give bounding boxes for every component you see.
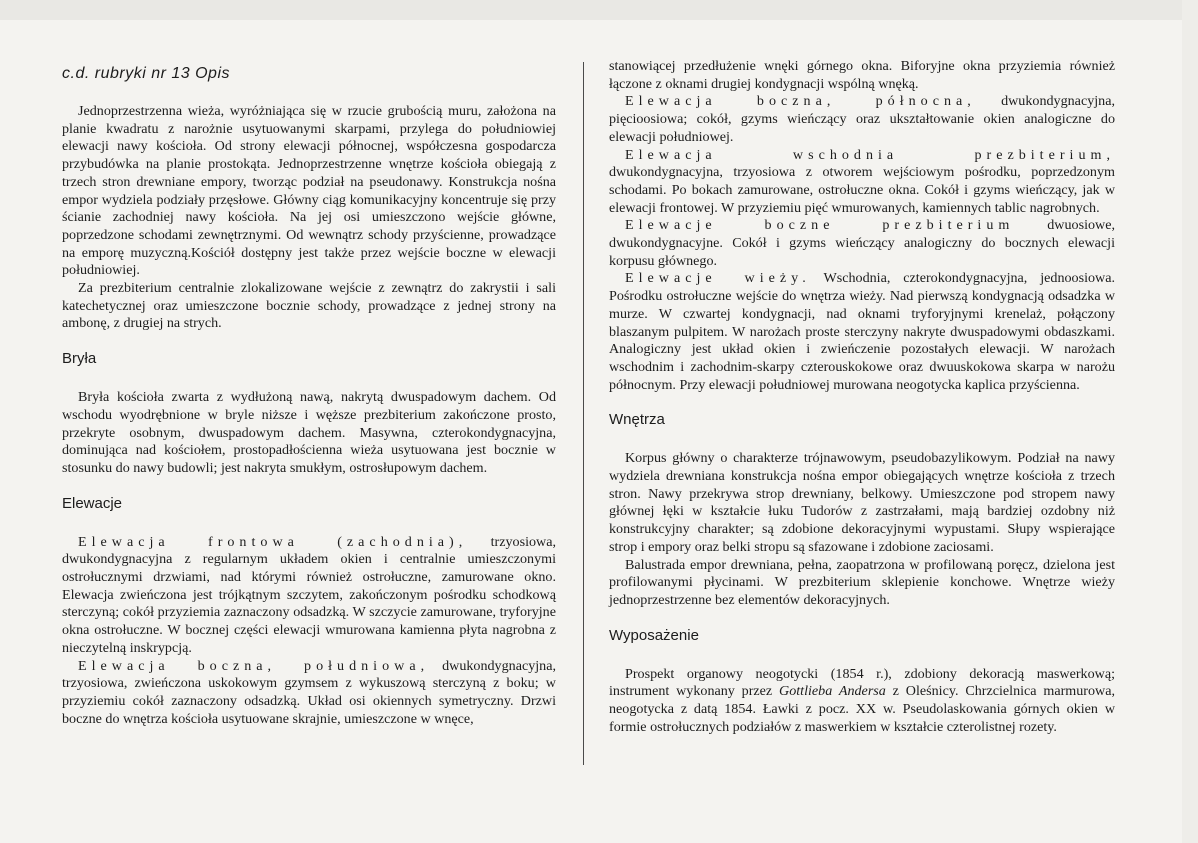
spaced-term: Elewacja boczna, północna, — [625, 93, 976, 110]
page-header: c.d. rubryki nr 13 Opis — [62, 65, 230, 82]
column-divider — [583, 62, 584, 765]
paragraph: Bryła kościoła zwarta z wydłużoną nawą, nakrytą dwuspadowym dachem. Od wschodu wyodrębnione w bryle niższe i węższe prezbiterium zakończone prosto, przekryte osobnym, dwuspadowym dachem. Masywna, czterokondygnacyjna, dominująca nad kościołem, prostopadłościenna wieża usytuowana jest bocznie w stosunku do nawy budowli; jest nakryta smukłym, ostrosłupowym dachem. — [62, 389, 556, 476]
spaced-term: Elewacja wschodnia prezbiterium, — [625, 146, 1115, 163]
spaced-term: Elewacja frontowa (zachodnia), — [78, 533, 468, 550]
paragraph: Prospekt organowy neogotycki (1854 r.), zdobiony dekoracją maswerkową; instrument wykonany przez Gottlieba Andersa z Oleśnicy. Chrzcielnica marmurowa, neogotycka z datą 1854. Ławki z pocz. XX w. Pseudolaskowania górnych okien w formie ostrołucznych podziałów z maswerkiem w kształcie czterolistnej rozety. — [609, 665, 1116, 735]
spaced-term: Elewacje wieży. — [625, 270, 811, 287]
paragraph: Elewacja boczna, północna, dwukondygnacyjna, pięcioosiowa; cokół, gzyms wieńczący oraz ukształtowanie okien analogiczne do elewacji południowej. — [609, 93, 1115, 145]
scan-top-band — [0, 0, 1198, 20]
left-column — [62, 58, 556, 728]
spaced-term: Elewacje boczne prezbiterium — [625, 217, 1015, 234]
right-column — [609, 58, 1115, 737]
maker-name: Gottlieba Andersa — [779, 683, 886, 700]
section-heading-wnetrza: Wnętrza — [609, 411, 665, 429]
paragraph: Za prezbiterium centralnie zlokalizowane wejście z zewnątrz do zakrystii i sali katechetycznej oraz umieszczone bocznie schody, prowadzące z jednej strony na ambonę, z drugiej na strych. — [62, 280, 556, 332]
paragraph: Elewacje wieży. Wschodnia, czterokondygnacyjna, jednoosiowa. Pośrodku ostrołuczne wejście do wnętrza wieży. Nad pierwszą kondygnacją odsadzka w murze. W czwartej kondygnacji, nad oknami tryforyjnymi krenelaż, połączony blaszanym pulpitem. W narożach proste sterczyny nakryte dwuspadowymi obdaszkami. Analogiczny jest układ okien i zwieńczenie pozostałych elewacji. W narożach wschodnim i zachodnim-skarpy czterouskokowe oraz dwuuskokowa skarpa w narożu północnym. Przy elewacji południowej murowana neogotycka kaplica przyścienna. — [609, 270, 1115, 393]
paragraph: Jednoprzestrzenna wieża, wyróżniająca się w rzucie grubością muru, założona na planie kwadratu z narożnie usytuowanymi skarpami, przylega do południowiej elewacji nawy kościoła. Od strony elewacji północnej, współczesna gospodarcza przybudówka na planie prostokąta. Jednoprzestrzenne wnętrze kościoła obiegają z trzech stron drewniane empory, tworząc podział na pseudonawy. Konstrukcja nośna empor wydziela podziały przęsłowe. Główny ciąg komunikacyjny koncentruje się przy ścianie zachodniej nawy kościoła. Na jej osi umieszczono wejście główne, poprzedzone schodami zewnętrznymi. Od wewnątrz schody przyścienne, prowadzące na emporę muzyczną.Kościół dostępny jest także przez wejście boczne w elewacji południowiej. — [62, 103, 556, 279]
spaced-term: Elewacja boczna, południowa, — [78, 657, 430, 674]
paragraph: Elewacje boczne prezbiterium dwuosiowe, dwukondygnacyjne. Cokół i gzyms wieńczący analogiczny do bocznych elewacji korpusu głównego. — [609, 217, 1115, 269]
scan-right-edge — [1182, 0, 1198, 843]
paragraph: Balustrada empor drewniana, pełna, zaopatrzona w profilowaną poręcz, dzielona jest profilowanymi płycinami. W prezbiterium sklepienie konchowe. Wnętrze wieży jednoprzestrzenne bez elementów dekoracyjnych. — [609, 556, 1115, 608]
section-heading-wyposazenie: Wyposażenie — [609, 626, 699, 644]
paragraph: Elewacja wschodnia prezbiterium, dwukondygnacyjna, trzyosiowa z otworem wejściowym pośrodku, poprzedzonym schodami. Po bokach zamurowane, ostrołuczne okna. Cokół i gzyms wieńczący, jak w elewacji frontowej. W przyziemiu pięć wmurowanych, kamiennych tablic nagrobnych. — [609, 146, 1115, 216]
paragraph: Korpus główny o charakterze trójnawowym, pseudobazylikowym. Podział na nawy wydziela drewniana konstrukcja nośna empor obiegających wnętrze kościoła z trzech stron. Nawy przekrywa strop drewniany, belkowy. Umieszczone pod stropem nawy głównej łęki w kształcie łuku Tudorów z zastrzałami, mają bardziej ozdobny niż konstrukcyjny charakter; są zdobione dekoracyjnymi wypustami. Słupy wspierające strop i empory oraz belki stropu są sfazowane i zdobione zaciosami. — [609, 450, 1115, 555]
paragraph: Elewacja boczna, południowa, dwukondygnacyjna, trzyosiowa, zwieńczona uskokowym gzymsem z wykuszową sterczyną z boku; w przyziemiu cokół zaznaczony odsadzką. Układ osi okiennych symetryczny. Drzwi boczne do wnętrza kościoła usytuowane skrajnie, umieszczone w wnęce, — [62, 657, 556, 727]
paragraph: Elewacja frontowa (zachodnia), trzyosiowa, dwukondygnacyjna z regularnym układem okien i centralnie umieszczonymi ostrołucznymi drzwiami, nad którymi również ostrołuczne, zamurowane okno. Elewacja zwieńczona jest trójkątnym szczytem, zakończonym pośrodku schodkową sterczyną; cokół przyziemia zaznaczony odsadzką. W szczycie zamurowane, tryforyjne okna ostrołuczne. W bocznej części elewacji wmurowana kamienna płyta nagrobna z nieczytelną inskrypcją. — [62, 533, 556, 656]
paragraph: stanowiącej przedłużenie wnęki górnego okna. Biforyjne okna przyziemia również łączone z oknami drugiej kondygnacji wspólną wnęką. — [609, 58, 1115, 92]
section-heading-bryla: Bryła — [62, 350, 97, 368]
section-heading-elewacje: Elewacje — [62, 494, 123, 512]
